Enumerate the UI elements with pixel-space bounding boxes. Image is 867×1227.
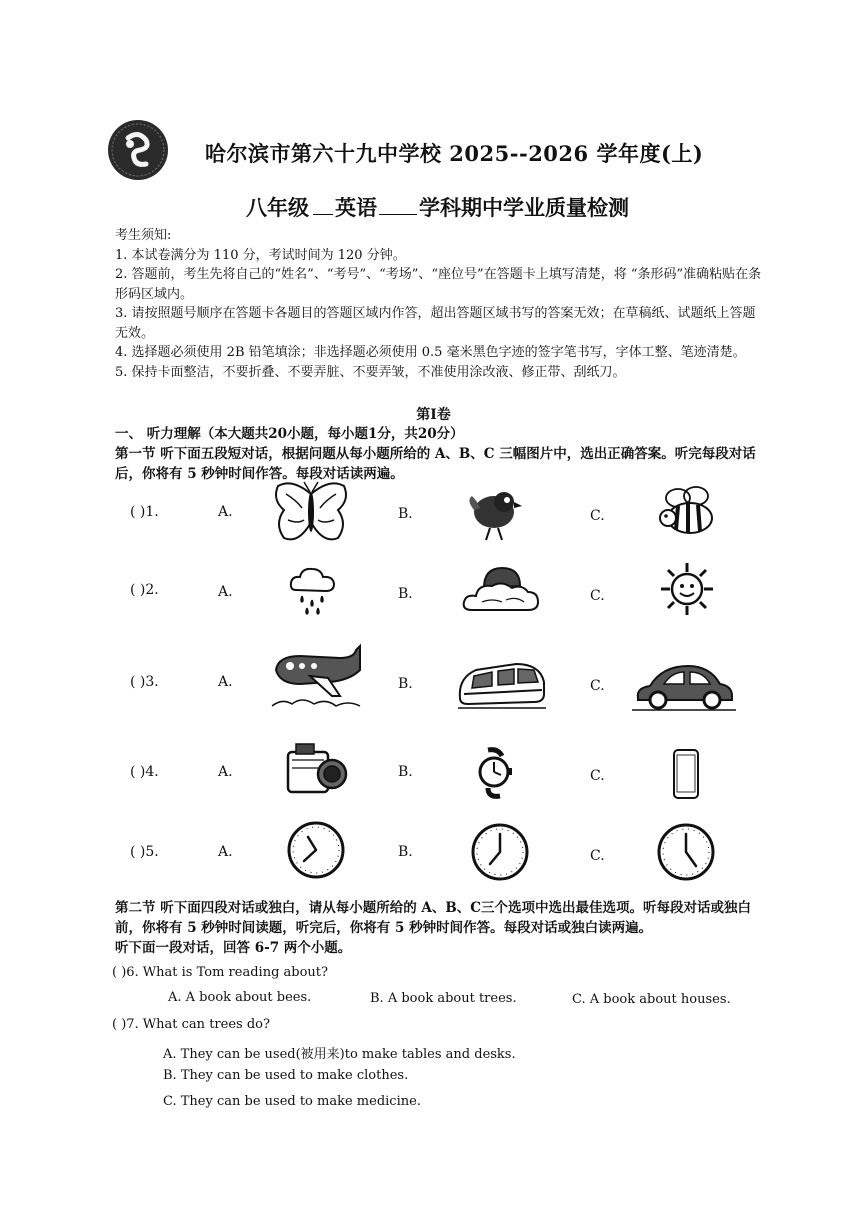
question-6-stem: ( )6. What is Tom reading about? <box>112 965 328 980</box>
dialogue-intro: 听下面一段对话，回答 6-7 两个小题。 <box>115 940 352 956</box>
picture-question-4 <box>0 738 867 818</box>
blank-line <box>379 214 417 215</box>
question-number: ( )4. <box>130 764 159 780</box>
section1-heading <box>115 424 765 484</box>
question-7-option-b: B. They can be used to make clothes. <box>163 1068 409 1083</box>
question-number: ( )2. <box>130 582 159 598</box>
question-number: ( )3. <box>130 674 159 690</box>
option-label-c: C. <box>590 588 605 604</box>
subject-label: 英语 <box>335 195 377 220</box>
option-label-b: B. <box>398 506 413 522</box>
sun-icon <box>660 562 714 616</box>
train-icon <box>456 658 548 710</box>
blank-line <box>313 214 333 215</box>
butterfly-icon <box>272 480 350 546</box>
question-7-option-a: A. They can be used(被用来)to make tables and desks. <box>163 1047 516 1062</box>
car-icon <box>632 660 736 712</box>
camera-icon <box>286 742 348 798</box>
section2-block <box>115 898 770 958</box>
rain-cloud-icon <box>288 564 338 616</box>
option-label-b: B. <box>398 676 413 692</box>
exam-title <box>244 192 629 222</box>
note-item: 2. 答题前，考生先将自己的“姓名”、“考号”、“考场”、“座位号”在答题卡上填写清楚，将 “条形码”准确粘贴在条形码区域内。 <box>115 267 762 302</box>
bee-icon <box>656 484 720 540</box>
school-title: 哈尔滨市第六十九中学校 2025--2026 学年度(上) <box>205 141 704 166</box>
question-7-option-c: C. They can be used to make medicine. <box>163 1094 421 1109</box>
option-label-c: C. <box>590 848 605 864</box>
option-label-a: A. <box>218 674 233 690</box>
cloudy-sun-icon <box>462 562 540 618</box>
question-number: ( )5. <box>130 844 159 860</box>
option-label-c: C. <box>590 508 605 524</box>
listening-heading: 一、 听力理解（本大题共20小题，每小题1分，共20分） <box>115 426 464 442</box>
section1-instructions: 第一节 听下面五段短对话，根据问题从每小题所给的 A、B、C 三幅图片中，选出正确答案。听完每段对话后，你将有 5 秒钟时间作答。每段对话读两遍。 <box>115 446 756 482</box>
note-item: 4. 选择题必须使用 2B 铅笔填涂；非选择题必须使用 0.5 毫米黑色字迹的签字笔书写，字体工整、笔迹清楚。 <box>115 345 746 360</box>
watch-icon <box>474 746 516 802</box>
exam-notes <box>115 226 765 382</box>
section2-instructions: 第二节 听下面四段对话或独白，请从每小题所给的 A、B、C三个选项中选出最佳选项。听每段对话或独白前，你将有 5 秒钟时间读题，听完后，你将有 5 秒钟时间作答。每段对话或独白读两遍。 <box>115 900 752 936</box>
option-label-b: B. <box>398 764 413 780</box>
airplane-icon <box>270 640 364 712</box>
picture-question-1 <box>0 478 867 558</box>
clock-icon <box>656 822 716 882</box>
picture-question-3 <box>0 640 867 720</box>
clock-icon <box>286 820 346 880</box>
option-label-b: B. <box>398 844 413 860</box>
option-label-a: A. <box>218 584 233 600</box>
bird-icon <box>464 486 524 544</box>
option-label-a: A. <box>218 764 233 780</box>
exam-title-text: 学科期中学业质量检测 <box>419 195 629 220</box>
note-item: 3. 请按照题号顺序在答题卡各题目的答题区域内作答，超出答题区域书写的答案无效；在草稿纸、试题纸上答题无效。 <box>115 306 756 341</box>
note-item: 5. 保持卡面整洁，不要折叠、不要弄脏、不要弄皱，不准使用涂改液、修正带、刮纸刀。 <box>115 364 626 380</box>
picture-question-2 <box>0 560 867 640</box>
question-6-option-c: C. A book about houses. <box>572 992 731 1007</box>
note-item: 1. 本试卷满分为 110 分，考试时间为 120 分钟。 <box>115 247 406 263</box>
phone-icon <box>672 748 700 800</box>
school-logo-icon <box>106 118 170 182</box>
question-7-stem: ( )7. What can trees do? <box>112 1017 270 1032</box>
option-label-b: B. <box>398 586 413 602</box>
clock-icon <box>470 822 530 882</box>
notes-heading: 考生须知: <box>115 228 172 243</box>
question-number: ( )1. <box>130 504 159 520</box>
question-6-option-a: A. A book about bees. <box>168 990 312 1005</box>
option-label-a: A. <box>218 844 233 860</box>
option-label-a: A. <box>218 504 233 520</box>
grade-label: 八年级 <box>246 195 309 220</box>
question-6-option-b: B. A book about trees. <box>370 991 517 1006</box>
part-title: 第Ⅰ卷 <box>416 407 451 423</box>
picture-question-5 <box>0 814 867 894</box>
option-label-c: C. <box>590 768 605 784</box>
option-label-c: C. <box>590 678 605 694</box>
